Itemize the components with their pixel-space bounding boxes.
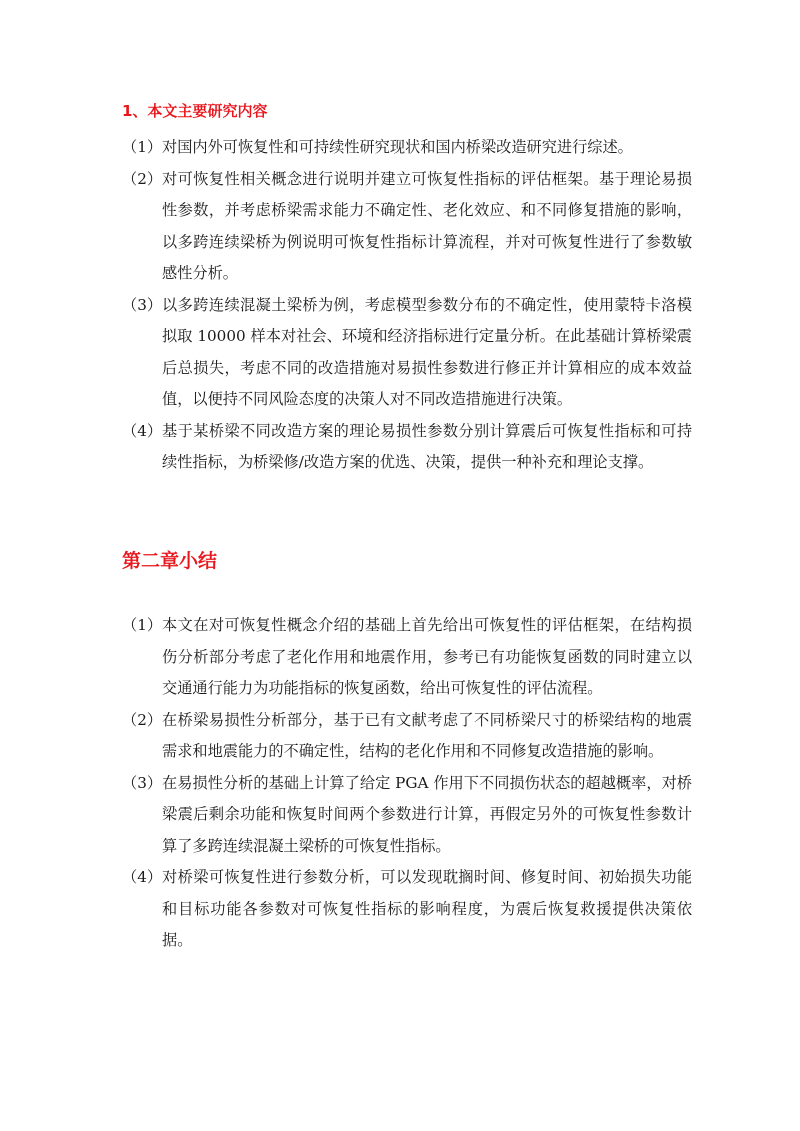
chapter-summary-list — [122, 610, 692, 957]
item-number: （2） — [122, 169, 163, 188]
item-text: 基于某桥梁不同改造方案的理论易损性参数分别计算震后可恢复性指标和可持续性指标，为桥梁修/改造方案的优选、决策，提供一种补充和理论支撑。 — [162, 421, 692, 471]
item-text: 本文在对可恢复性概念介绍的基础上首先给出可恢复性的评估框架，在结构损伤分析部分考虑了老化作用和地震作用，参考已有功能恢复函数的同时建立以交通通行能力为功能指标的恢复函数，给出可恢复性的评估流程。 — [162, 616, 692, 697]
list-item — [122, 290, 692, 416]
item-number: （4） — [122, 868, 163, 886]
list-item — [122, 164, 692, 290]
item-text: 对桥梁可恢复性进行参数分析，可以发现耽搁时间、修复时间、初始损失功能和目标功能各参数对可恢复性指标的影响程度，为震后恢复救援提供决策依据。 — [162, 868, 692, 949]
item-number: （3） — [122, 773, 163, 792]
list-item — [122, 610, 692, 705]
item-number: （4） — [122, 421, 163, 440]
item-text: 在桥梁易损性分析部分，基于已有文献考虑了不同桥梁尺寸的桥梁结构的地震需求和地震能力的不确定性，结构的老化作用和不同修复改造措施的影响。 — [162, 710, 692, 760]
item-number: （3） — [122, 295, 163, 314]
list-item — [122, 416, 692, 479]
list-item — [122, 862, 692, 957]
list-item — [122, 132, 692, 164]
item-text: 对国内外可恢复性和可持续性研究现状和国内桥梁改造研究进行综述。 — [162, 138, 633, 156]
research-content-list — [122, 132, 692, 479]
item-number: （1） — [122, 138, 163, 156]
item-number: （2） — [122, 710, 163, 729]
section-heading-research-content: 1、本文主要研究内容 — [122, 102, 268, 120]
item-text: 对可恢复性相关概念进行说明并建立可恢复性指标的评估框架。基于理论易损性参数，并考虑桥梁需求能力不确定性、老化效应、和不同修复措施的影响，以多跨连续梁桥为例说明可恢复性指标计算流程，并对可恢复性进行了参数敏感性分析。 — [162, 169, 692, 282]
item-number: （1） — [122, 616, 163, 634]
item-text: 以多跨连续混凝土梁桥为例，考虑模型参数分布的不确定性，使用蒙特卡洛模拟取 10000 样本对社会、环境和经济指标进行定量分析。在此基础计算桥梁震后总损失，考虑不同的改造措施对易损性参数进行修正并计算相应的成本效益值，以便持不同风险态度的决策人对不同改造措施进行决策。 — [162, 295, 692, 408]
chapter-summary-heading: 第二章小结 — [122, 550, 218, 572]
list-item — [122, 705, 692, 768]
item-text: 在易损性分析的基础上计算了给定 PGA 作用下不同损伤状态的超越概率，对桥梁震后剩余功能和恢复时间两个参数进行计算，再假定另外的可恢复性参数计算了多跨连续混凝土梁桥的可恢复性指标。 — [162, 773, 692, 855]
list-item — [122, 768, 692, 863]
